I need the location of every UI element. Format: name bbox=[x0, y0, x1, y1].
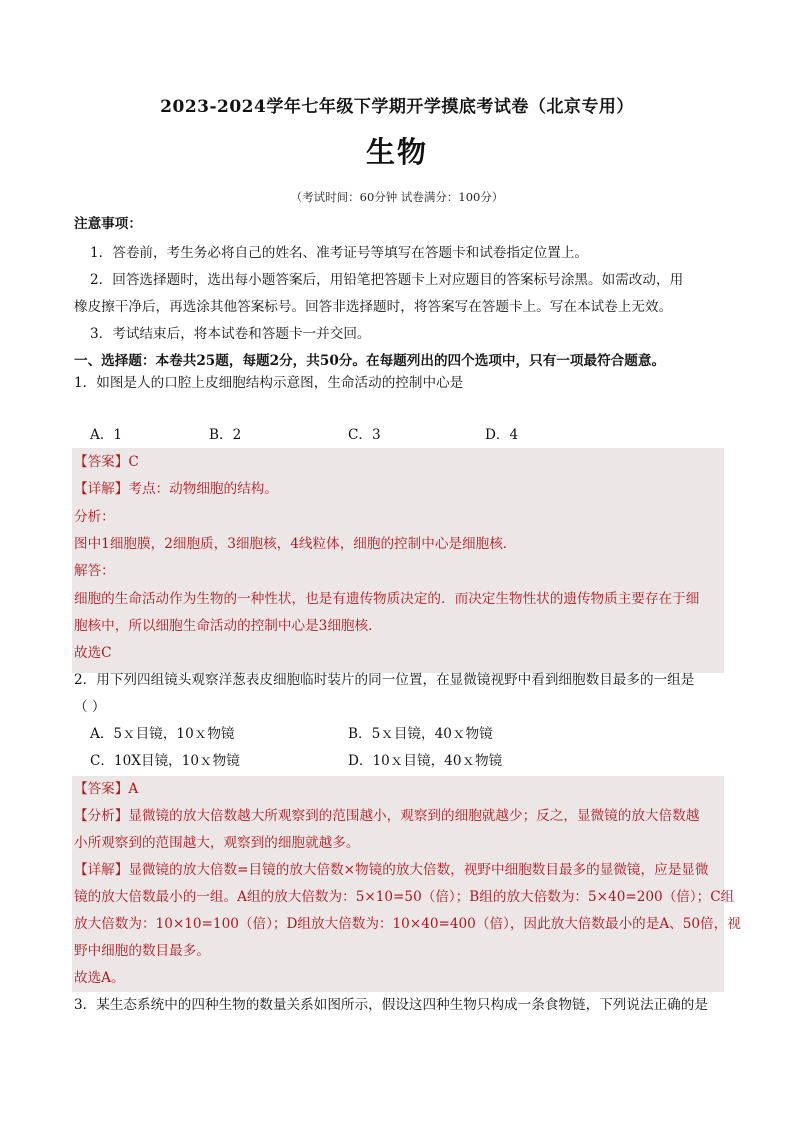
q3-stem: 3．某生态系统中的四种生物的数量关系如图所示，假设这四种生物只构成一条食物链，下列说法正确的是 bbox=[74, 997, 708, 1013]
q1-detail bbox=[74, 479, 724, 499]
q2-option-b: B．5ｘ目镜，40ｘ物镜 bbox=[348, 726, 493, 742]
q2-detail-line-4: 野中细胞的数目最多。 bbox=[74, 943, 210, 959]
notice-item-3: 3．考试结束后，将本试卷和答题卡一并交回。 bbox=[90, 326, 371, 342]
notice-heading: 注意事项： bbox=[74, 216, 142, 232]
q1-solve-line-1: 细胞的生命活动作为生物的一种性状，也是有遗传物质决定的．而决定生物性状的遗传物质主要存在于细 bbox=[74, 591, 700, 607]
q1-detail-label: 【详解】 bbox=[74, 481, 129, 497]
q2-conclusion: 故选A。 bbox=[74, 970, 125, 986]
q2-analysis-text-1: 显微镜的放大倍数越大所观察到的范围越小，观察到的细胞就越少；反之，显微镜的放大倍数越 bbox=[128, 808, 700, 824]
q1-solve-line-2: 胞核中，所以细胞生命活动的控制中心是3细胞核． bbox=[74, 618, 382, 634]
q2-stem-line-2: （ ） bbox=[74, 699, 106, 715]
q2-detail-line-3: 放大倍数为：10×10=100（倍）；D组放大倍数为：10×40=400（倍），因此放大倍数最小的是A、50倍，视 bbox=[74, 916, 741, 932]
q1-answer-value: C bbox=[128, 454, 139, 470]
q1-option-c: C．3 bbox=[348, 427, 381, 443]
q1-answer-label: 【答案】 bbox=[74, 454, 129, 470]
q1-detail-text: 考点：动物细胞的结构。 bbox=[128, 481, 278, 497]
notice-item-2a: 2．回答选择题时，选出每小题答案后，用铅笔把答题卡上对应题目的答案标号涂黑。如需改动，用 bbox=[90, 272, 684, 288]
q2-option-a: A．5ｘ目镜，10ｘ物镜 bbox=[90, 726, 235, 742]
q2-detail-label: 【详解】 bbox=[74, 862, 129, 878]
q1-stem: 1．如图是人的口腔上皮细胞结构示意图，生命活动的控制中心是 bbox=[74, 375, 464, 391]
q1-answer bbox=[74, 452, 724, 472]
q1-option-b: B．2 bbox=[209, 427, 242, 443]
q2-analysis-line-1 bbox=[74, 806, 724, 826]
notice-item-1: 1．答卷前，考生务必将自己的姓名、准考证号等填写在答题卡和试卷指定位置上。 bbox=[90, 245, 589, 261]
q1-option-a: A．1 bbox=[90, 427, 123, 443]
exam-meta: （考试时间：60分钟 试卷满分：100分） bbox=[290, 190, 504, 204]
q2-analysis-label: 【分析】 bbox=[74, 808, 129, 824]
q2-answer-label: 【答案】 bbox=[74, 781, 129, 797]
q2-answer bbox=[74, 779, 724, 799]
q1-conclusion: 故选C bbox=[74, 645, 112, 661]
q1-analysis-label: 分析： bbox=[74, 509, 115, 525]
q2-answer-value: A bbox=[128, 781, 139, 797]
notice-item-2b: 橡皮擦干净后，再选涂其他答案标号。回答非选择题时，将答案写在答题卡上。写在本试卷上无效。 bbox=[74, 299, 673, 315]
section-heading: 一、选择题：本卷共25题，每题2分，共50分。在每题列出的四个选项中，只有一项最符合题意。 bbox=[74, 353, 666, 369]
q2-option-d: D．10ｘ目镜，40ｘ物镜 bbox=[348, 753, 503, 769]
q2-option-c: C．10X目镜，10ｘ物镜 bbox=[90, 753, 240, 769]
q1-solve-label: 解答： bbox=[74, 563, 115, 579]
q1-analysis-text: 图中1细胞膜，2细胞质，3细胞核，4线粒体，细胞的控制中心是细胞核． bbox=[74, 536, 517, 552]
exam-title: 2023-2024学年七年级下学期开学摸底考试卷（北京专用） bbox=[160, 97, 634, 117]
q2-stem-line-1: 2．用下列四组镜头观察洋葱表皮细胞临时装片的同一位置，在显微镜视野中看到细胞数目最多的一组是 bbox=[74, 672, 695, 688]
q2-detail-line-1 bbox=[74, 860, 724, 880]
q1-option-d: D．4 bbox=[485, 427, 519, 443]
q2-detail-text-1: 显微镜的放大倍数=目镜的放大倍数×物镜的放大倍数，视野中细胞数目最多的显微镜，应是显微 bbox=[128, 862, 709, 878]
q2-detail-line-2: 镜的放大倍数最小的一组。A组的放大倍数为：5×10=50（倍）；B组的放大倍数为：5×40=200（倍）；C组 bbox=[74, 889, 735, 905]
subject-title: 生物 bbox=[365, 135, 428, 169]
q2-analysis-line-2: 小所观察到的范围越大，观察到的细胞就越多。 bbox=[74, 835, 360, 851]
